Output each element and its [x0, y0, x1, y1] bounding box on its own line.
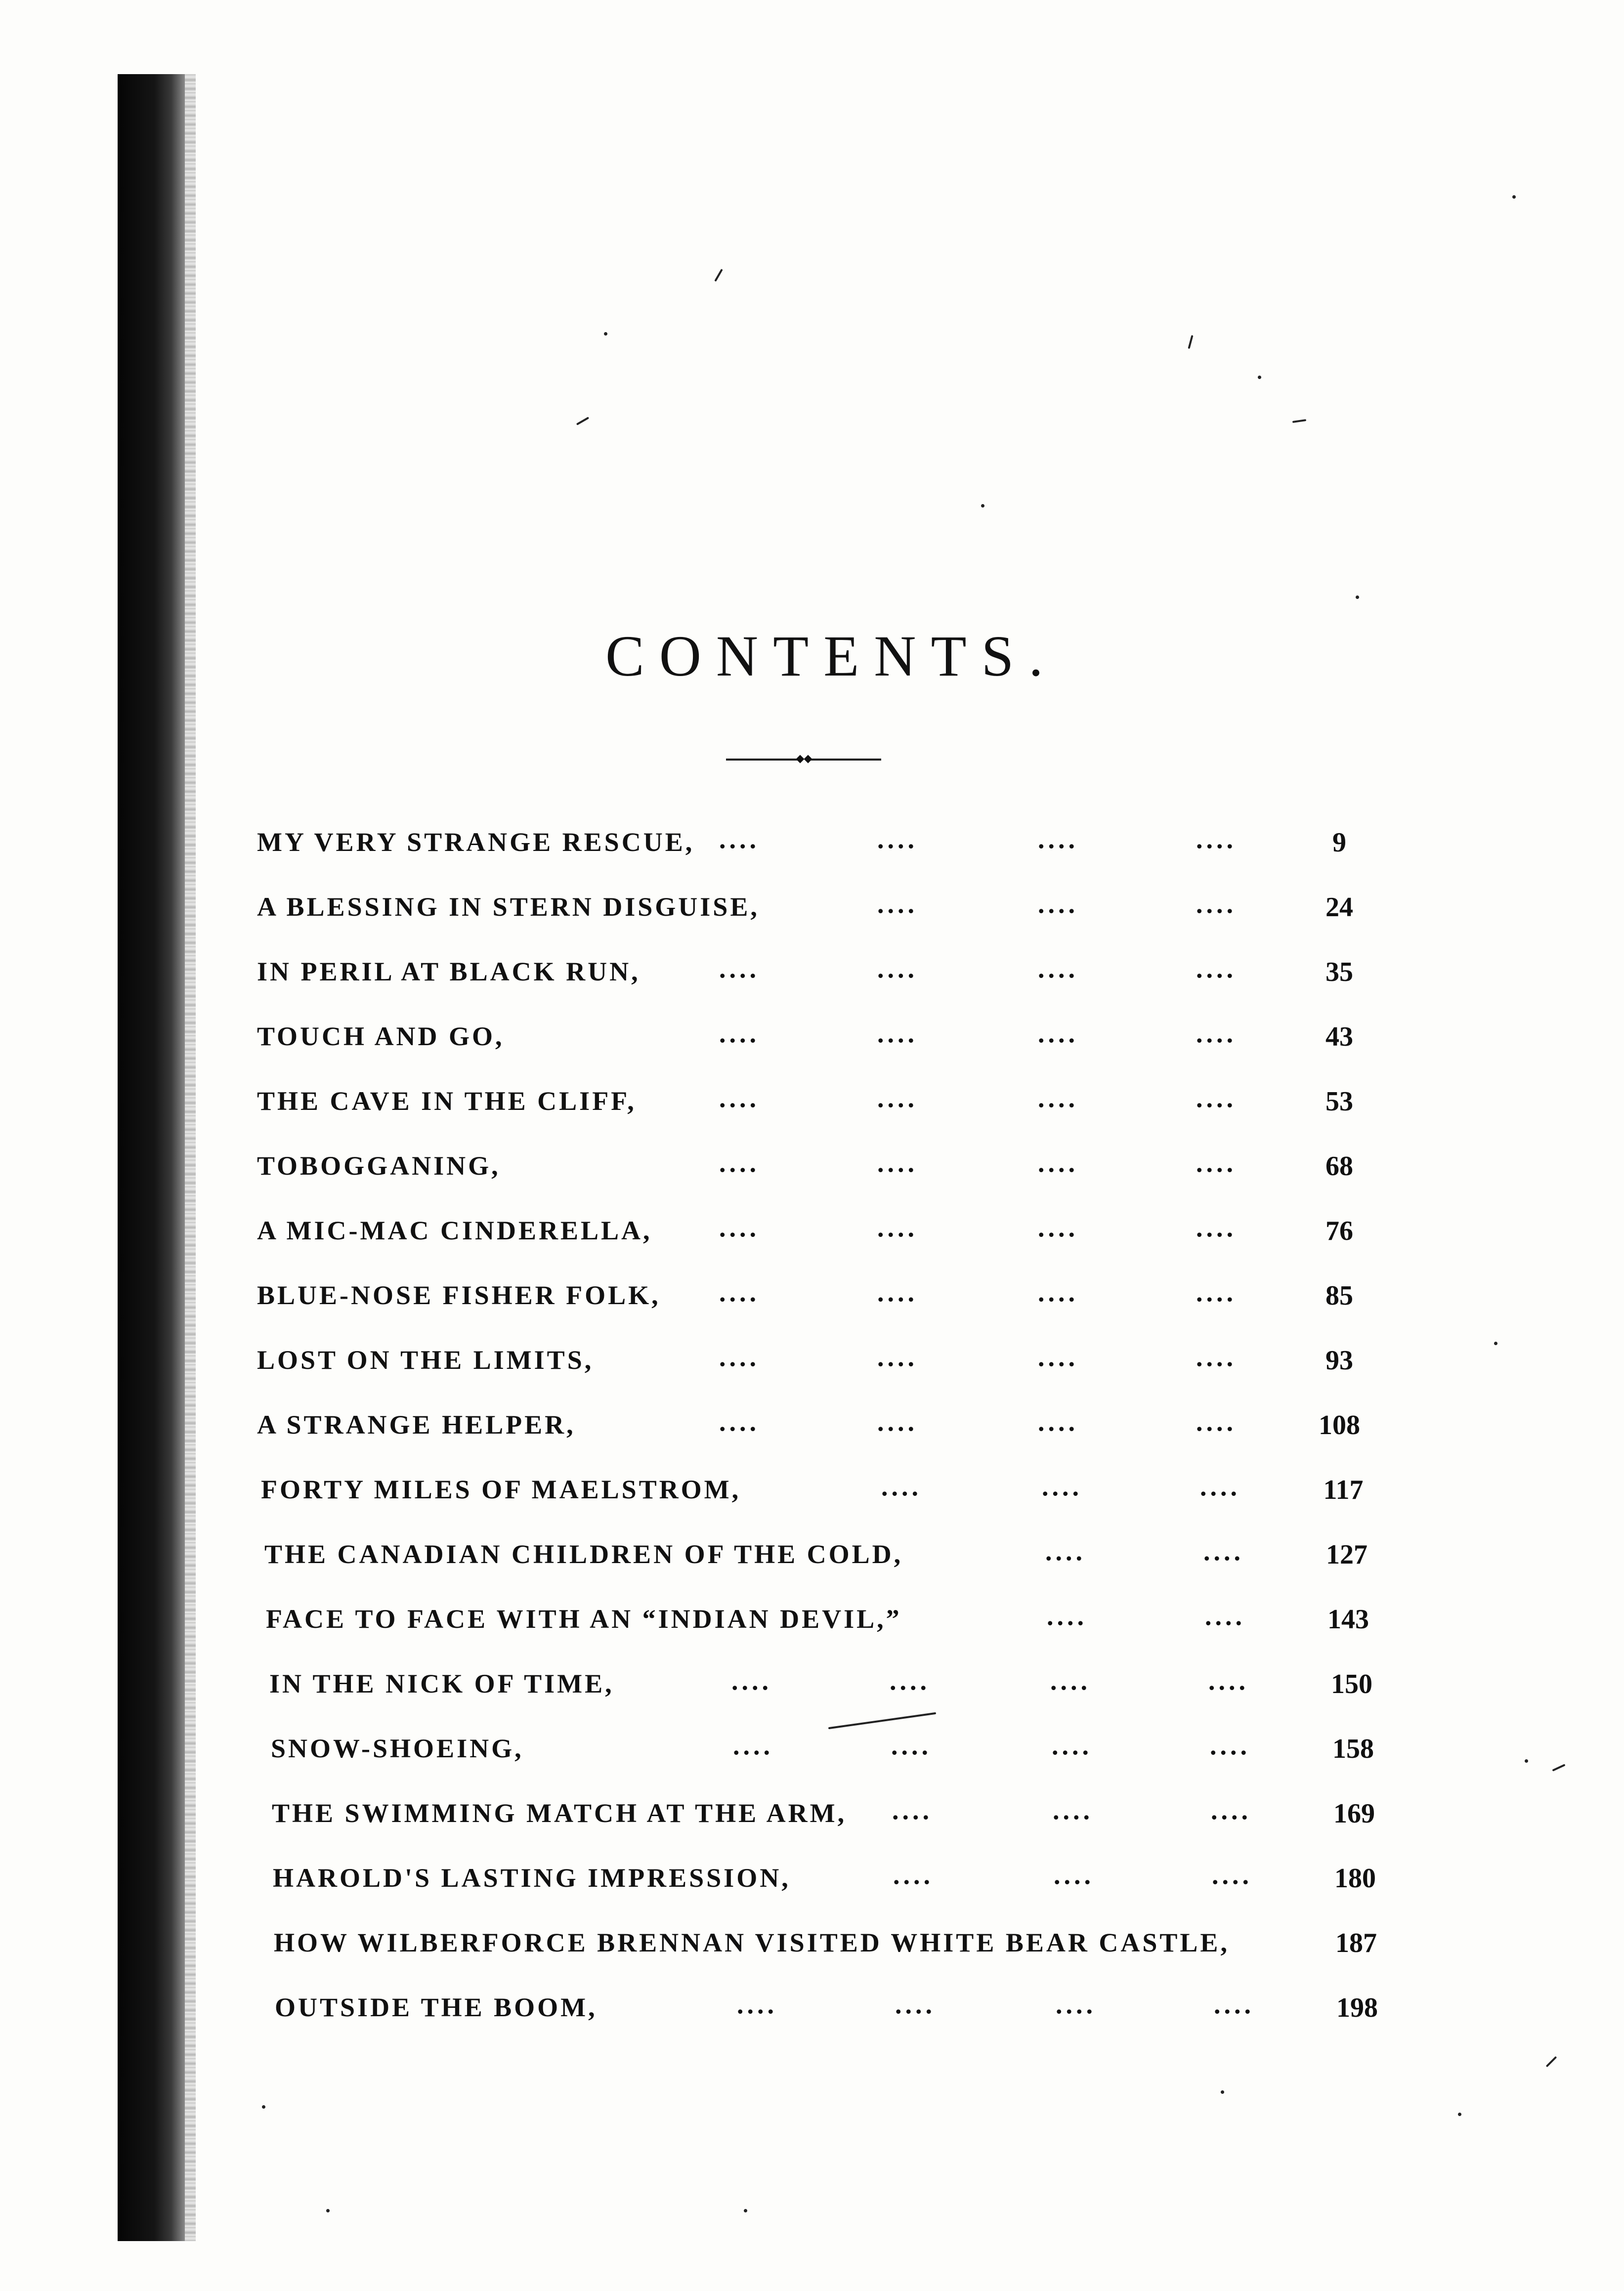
chapter-title: TOBOGGANING, [257, 1151, 501, 1181]
dot-leader: .... [1196, 1213, 1237, 1242]
contents-entry [257, 823, 1364, 862]
contents-entry [271, 1729, 1378, 1769]
page-number: 93 [1325, 1345, 1353, 1376]
dot-leader: .... [719, 1342, 760, 1372]
page-number: 143 [1327, 1604, 1369, 1635]
page-number: 150 [1331, 1669, 1372, 1699]
contents-entry [274, 1923, 1381, 1963]
chapter-title: IN THE NICK OF TIME, [269, 1669, 614, 1698]
dot-leader: .... [881, 1472, 922, 1501]
chapter-title: THE CAVE IN THE CLIFF, [257, 1086, 637, 1116]
dot-leader: .... [877, 889, 918, 919]
dot-leader: .... [877, 1213, 918, 1242]
contents-entry [275, 1988, 1382, 2028]
dot-leader: .... [877, 1018, 918, 1048]
dot-leader: .... [719, 954, 760, 983]
dot-leader: .... [1196, 1148, 1237, 1178]
chapter-title: FORTY MILES OF MAELSTROM, [261, 1475, 741, 1504]
dot-leader: .... [1042, 1472, 1082, 1501]
page-number: 68 [1325, 1151, 1353, 1182]
page-title: CONTENTS. [605, 624, 1058, 688]
dot-leader: .... [1038, 1018, 1078, 1048]
dot-leader: .... [1196, 1018, 1237, 1048]
page-number: 24 [1325, 892, 1353, 923]
page-number: 43 [1325, 1021, 1353, 1052]
chapter-title: LOST ON THE LIMITS, [257, 1345, 594, 1375]
divider-ornament-icon [719, 753, 888, 765]
dot-leader: .... [1196, 1407, 1237, 1437]
contents-entry [266, 1600, 1373, 1639]
contents-entry [273, 1859, 1380, 1898]
dot-leader: .... [733, 1731, 773, 1760]
contents-entry [257, 1211, 1364, 1251]
dot-leader: .... [1038, 1407, 1078, 1437]
dot-leader: .... [893, 1860, 934, 1890]
page-number: 76 [1325, 1216, 1353, 1246]
dot-leader: .... [1053, 1795, 1093, 1825]
dot-leader: .... [1038, 1342, 1078, 1372]
page-number: 198 [1336, 1993, 1378, 2023]
contents-entry [257, 888, 1364, 927]
dot-leader: .... [719, 1407, 760, 1437]
dot-leader: .... [1038, 889, 1078, 919]
page-number: 9 [1332, 827, 1346, 858]
chapter-title: SNOW-SHOEING, [271, 1734, 524, 1763]
chapter-title: A BLESSING IN STERN DISGUISE, [257, 892, 760, 922]
chapter-title: MY VERY STRANGE RESCUE, [257, 827, 695, 857]
contents-entry [257, 1276, 1364, 1315]
contents-entry [257, 952, 1364, 992]
contents-entry [257, 1341, 1364, 1380]
chapter-title: IN PERIL AT BLACK RUN, [257, 957, 641, 986]
dot-leader: .... [1047, 1601, 1087, 1631]
dot-leader: .... [877, 1277, 918, 1307]
dot-leader: .... [719, 1148, 760, 1178]
dot-leader: .... [719, 1277, 760, 1307]
page-number: 187 [1335, 1928, 1377, 1958]
contents-entry [269, 1664, 1376, 1704]
dot-leader: .... [1210, 1731, 1250, 1760]
dot-leader: .... [1196, 954, 1237, 983]
dot-leader: .... [877, 1342, 918, 1372]
dot-leader: .... [1212, 1860, 1252, 1890]
chapter-title: HOW WILBERFORCE BRENNAN VISITED WHITE BEAR CASTLE, [274, 1928, 1230, 1957]
dot-leader: .... [1205, 1601, 1245, 1631]
page-number: 85 [1325, 1280, 1353, 1311]
dot-leader: .... [1038, 1277, 1078, 1307]
chapter-title: BLUE-NOSE FISHER FOLK, [257, 1280, 661, 1310]
dot-leader: .... [1038, 1083, 1078, 1113]
dot-leader: .... [891, 1731, 932, 1760]
chapter-title: TOUCH AND GO, [257, 1021, 505, 1051]
chapter-title: FACE TO FACE WITH AN “INDIAN DEVIL,” [266, 1604, 902, 1634]
chapter-title: A MIC-MAC CINDERELLA, [257, 1216, 652, 1245]
dot-leader: .... [1196, 1277, 1237, 1307]
dot-leader: .... [877, 1148, 918, 1178]
contents-entry [257, 1082, 1364, 1121]
dot-leader: .... [719, 1018, 760, 1048]
page-number: 108 [1319, 1410, 1360, 1441]
diamond-icon [796, 755, 805, 764]
divider-line [726, 759, 800, 761]
dot-leader: .... [877, 1083, 918, 1113]
dot-leader: .... [1203, 1536, 1244, 1566]
page-number: 180 [1334, 1863, 1376, 1894]
dot-leader: .... [1214, 1990, 1254, 2019]
contents-entry [257, 1146, 1364, 1186]
dot-leader: .... [719, 1083, 760, 1113]
chapter-title: HAROLD'S LASTING IMPRESSION, [273, 1863, 791, 1893]
dot-leader: .... [1200, 1472, 1240, 1501]
contents-entry [261, 1470, 1368, 1510]
page-number: 158 [1332, 1734, 1374, 1764]
dot-leader: .... [1196, 1342, 1237, 1372]
contents-entry [257, 1405, 1364, 1445]
dot-leader: .... [1056, 1990, 1096, 2019]
chapter-title: THE CANADIAN CHILDREN OF THE COLD, [264, 1539, 903, 1569]
contents-entry [264, 1535, 1371, 1574]
page-number: 169 [1333, 1798, 1375, 1829]
chapter-title: A STRANGE HELPER, [257, 1410, 576, 1440]
dot-leader: .... [731, 1666, 772, 1696]
contents-entry [272, 1794, 1379, 1833]
dot-leader: .... [877, 954, 918, 983]
book-binding-edge [118, 74, 185, 2241]
dot-leader: .... [1196, 824, 1237, 854]
dot-leader: .... [1038, 954, 1078, 983]
dot-leader: .... [1196, 889, 1237, 919]
dot-leader: .... [1054, 1860, 1094, 1890]
dot-leader: .... [877, 1407, 918, 1437]
page-number: 117 [1323, 1475, 1364, 1505]
page-number: 127 [1326, 1539, 1368, 1570]
dot-leader: .... [1196, 1083, 1237, 1113]
dot-leader: .... [895, 1990, 936, 2019]
contents-entry [257, 1017, 1364, 1057]
dot-leader: .... [1052, 1731, 1092, 1760]
dot-leader: .... [1038, 1213, 1078, 1242]
dot-leader: .... [877, 824, 918, 854]
dot-leader: .... [719, 824, 760, 854]
dot-leader: .... [1208, 1666, 1249, 1696]
divider-line [809, 759, 881, 761]
dot-leader: .... [719, 1213, 760, 1242]
dot-leader: .... [1211, 1795, 1251, 1825]
dot-leader: .... [1038, 1148, 1078, 1178]
dot-leader: .... [890, 1666, 930, 1696]
chapter-title: OUTSIDE THE BOOM, [275, 1993, 598, 2022]
page-number: 53 [1325, 1086, 1353, 1117]
dot-leader: .... [1050, 1666, 1091, 1696]
dot-leader: .... [1038, 824, 1078, 854]
chapter-title: THE SWIMMING MATCH AT THE ARM, [272, 1798, 847, 1828]
dot-leader: .... [737, 1990, 777, 2019]
dot-leader: .... [1045, 1536, 1086, 1566]
dot-leader: .... [892, 1795, 933, 1825]
page-number: 35 [1325, 957, 1353, 987]
